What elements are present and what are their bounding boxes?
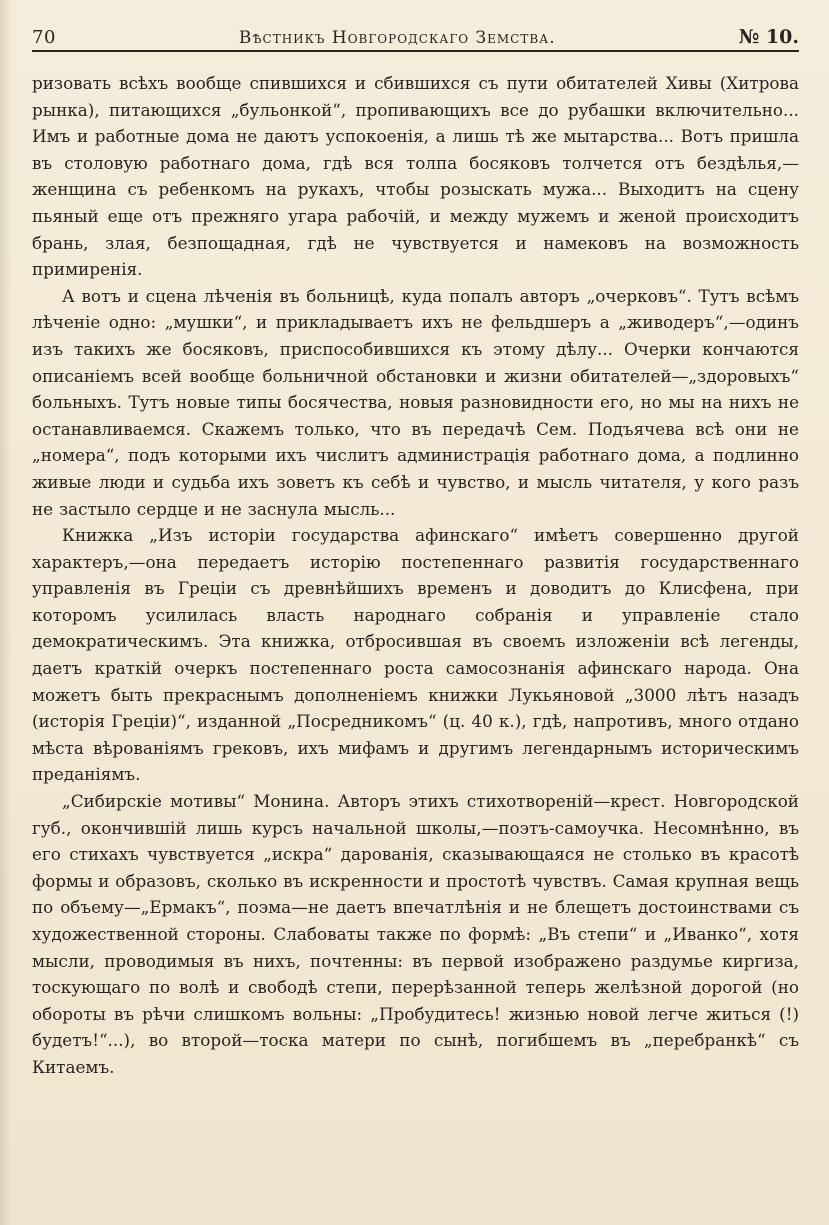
page-number: 70 (32, 27, 56, 48)
paragraph-1: ризовать всѣхъ вообще спившихся и сбившихся съ пути обитателей Хивы (Хитрова рынка), питающихся „бульонкой“, пропивающихъ все до рубашки включительно... Имъ и работные дома не даютъ успокоенія, а лишь тѣ же мытарства... Вотъ пришла въ столовую работнаго дома, гдѣ вся толпа босяковъ толчется отъ бездѣлья,—женщина съ ребенкомъ на рукахъ, чтобы розыскать мужа... Выходитъ на сцену пьяный еще отъ прежняго угара рабочій, и между мужемъ и женой происходитъ брань, злая, безпощадная, гдѣ не чувствуется и намековъ на возможность примиренія. (32, 73, 799, 280)
issue-number: № 10. (738, 26, 799, 48)
page-spine-shadow (0, 0, 12, 1225)
paragraph-2: А вотъ и сцена лѣченія въ больницѣ, куда попалъ авторъ „очерковъ“. Тутъ всѣмъ лѣченіе одно: „мушки“, и прикладываетъ ихъ не фельдшеръ а „живодеръ“,—одинъ изъ такихъ же босяковъ, приспособившихся къ этому дѣлу... Очерки кончаются описаніемъ всей вообще больничной обстановки и жизни обитателей—„здоровыхъ“ больныхъ. Тутъ новые типы босячества, новыя разновидности его, но мы на нихъ не останавливаемся. Скажемъ только, что въ передачѣ Сем. Подъячева всѣ они не „номера“, подъ которыми ихъ числитъ администрація работнаго дома, а подлинно живые люди и судьба ихъ зоветъ къ себѣ и чувство, и мысль читателя, у кого разъ не застыло сердце и не заснула мысль... (32, 285, 799, 519)
page-header (32, 20, 799, 52)
paragraph-3: Книжка „Изъ исторіи государства афинскаго“ имѣетъ совершенно другой характеръ,—она передаетъ исторію постепеннаго развитія государственнаго управленія въ Греціи съ древнѣйшихъ временъ и доводитъ до Клисфена, при которомъ усилилась власть народнаго собранія и управленіе стало демократическимъ. Эта книжка, отбросившая въ своемъ изложеніи всѣ легенды, даетъ краткій очеркъ постепеннаго роста самосознанія афинскаго народа. Она можетъ быть прекраснымъ дополненіемъ книжки Лукьяновой „3000 лѣтъ назадъ (исторія Греціи)“, изданной „Посредникомъ“ (ц. 40 к.), гдѣ, напротивъ, много отдано мѣста вѣрованіямъ грековъ, ихъ мифамъ и другимъ легендарнымъ историческимъ преданіямъ. (32, 525, 799, 785)
running-title: Вѣстникъ Новгородскаго Земства. (238, 28, 556, 48)
paragraph-4: „Сибирскіе мотивы“ Монина. Авторъ этихъ стихотвореній—крест. Новгородской губ., окончившій лишь курсъ начальной школы,—поэтъ-самоучка. Несомнѣнно, въ его стихахъ чувствуется „искра“ дарованія, сказывающаяся не столько въ красотѣ формы и образовъ, сколько въ искренности и простотѣ чувствъ. Самая крупная вещь по объему—„Ермакъ“, поэма—не даетъ впечатлѣнія и не блещетъ достоинствами съ художественной стороны. Слабоваты также по формѣ: „Въ степи“ и „Иванко“, хотя мысли, проводимыя въ нихъ, почтенны: въ первой изображено раздумье киргиза, тоскующаго по волѣ и свободѣ степи, перерѣзанной теперь желѣзной дорогой (но обороты въ рѣчи слишкомъ вольны: „Пробудитесь! жизнью новой легче житься (!) будетъ!“...), во второй—тоска матери по сынѣ, погибшемъ въ „перебранкѣ“ съ Китаемъ. (32, 791, 799, 1077)
body-text (32, 70, 799, 1081)
